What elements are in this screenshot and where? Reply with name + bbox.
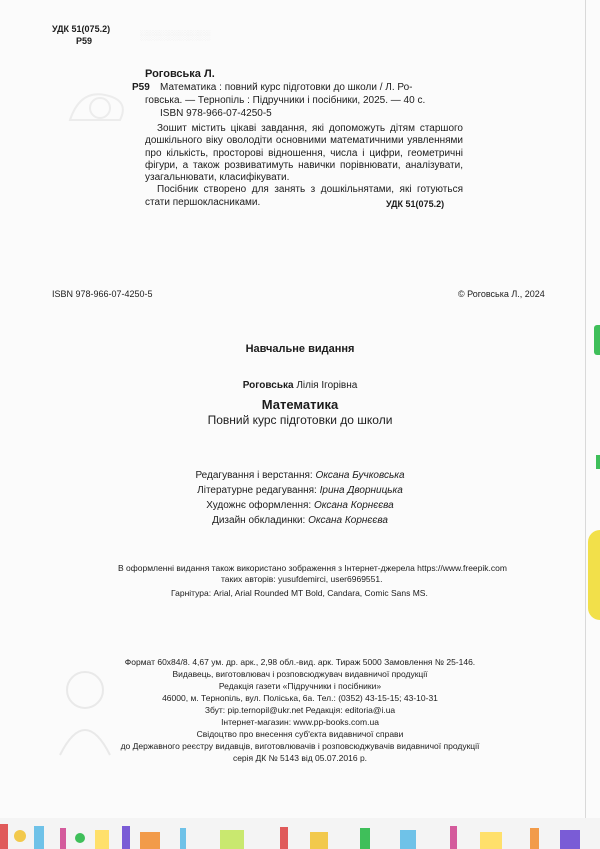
author-surname: Роговська <box>242 380 294 391</box>
imprint-line: Свідоцтво про внесення суб'єкта видавничої справи <box>196 729 404 739</box>
credit-row: Художнє оформлення: Оксана Корнєєва <box>206 500 394 511</box>
imprint-line: Інтернет-магазин: www.pp-books.com.ua <box>221 717 379 727</box>
annotation-paragraph-2: Посібник створено для занять з дошкільнятами, які готуються стати першокласниками. <box>145 184 463 208</box>
imprint-line: 46000, м. Тернопіль, вул. Поліська, 6а. Тел.: (0352) 43-15-15; 43-10-31 <box>162 693 438 703</box>
yellow-edge-mark <box>588 530 600 620</box>
bottom-decorative-strip <box>0 818 600 849</box>
imprint-line: Збут: pip.ternopil@ukr.net Редакція: editoria@i.ua <box>204 705 396 715</box>
bib-line-2: говська. — Тернопіль : Підручники і посібники, 2025. — 40 с. <box>145 95 426 106</box>
isbn-rights: ISBN 978-966-07-4250-5 <box>52 289 153 299</box>
code-top: Р59 <box>76 36 93 46</box>
credit-row: Дизайн обкладинки: Оксана Корнєєва <box>212 515 388 526</box>
credit-row: Літературне редагування: Ірина Дворницька <box>197 485 403 496</box>
imprint-line: серія ДК № 5143 від 05.07.2016 р. <box>232 753 368 763</box>
author-line <box>0 380 600 391</box>
isbn-line: ISBN 978-966-07-4250-5 <box>160 108 272 119</box>
imprint-line: Формат 60х84/8. 4,67 ум. др. арк., 2,98 обл.-вид. арк. Тираж 5000 Замовлення № 25-146. <box>124 657 476 667</box>
book-subtitle: Повний курс підготовки до школи <box>207 413 393 427</box>
udk-top: УДК 51(075.2) <box>52 24 111 34</box>
sources-line-1: В оформленні видання також використано зображення з Інтернет-джерела https://www.freepik.com <box>118 563 507 573</box>
show-through-text: ░░░░░░░░░░░ <box>140 30 211 40</box>
author-heading: Роговська Л. <box>145 68 215 80</box>
book-title: Математика <box>261 397 339 412</box>
annotation-paragraph-1: Зошит містить цікаві завдання, які допоможуть дітям старшого дошкільного віку оволодіти основними математичними уявленнями про кількість, просторові відношення, числа і цифри, геометричні фігури, а також розвиватимуть навички порівнювати, аналізувати, узагальнювати, класифікувати. <box>145 123 463 184</box>
fonts-line: Гарнітура: Arial, Arial Rounded MT Bold, Candara, Comic Sans MS. <box>171 588 428 598</box>
imprint-line: Редакція газети «Підручники і посібники» <box>218 681 382 691</box>
green-edge-tick <box>596 455 600 469</box>
edition-type: Навчальне видання <box>245 343 355 355</box>
credit-row: Редагування і верстання: Оксана Бучковська <box>195 470 405 481</box>
copyright: © Роговська Л., 2024 <box>458 289 545 299</box>
sources-line-2: таких авторів: yusufdemirci, user6969551. <box>221 574 383 584</box>
snail-shadow-illustration <box>60 70 140 130</box>
imprint-line: до Державного реєстру видавців, виготовлювачів і розповсюджувачів видавничої продукції <box>120 741 480 751</box>
udk-bottom: УДК 51(075.2) <box>386 199 445 209</box>
bib-line-1: Математика : повний курс підготовки до школи / Л. Ро- <box>160 82 413 93</box>
annotation <box>145 123 463 209</box>
author-given: Лілія Ігорівна <box>296 380 358 391</box>
imprint-line: Видавець, виготовлювач і розповсюджувач видавничої продукції <box>172 669 428 679</box>
code-left: Р59 <box>132 82 150 93</box>
